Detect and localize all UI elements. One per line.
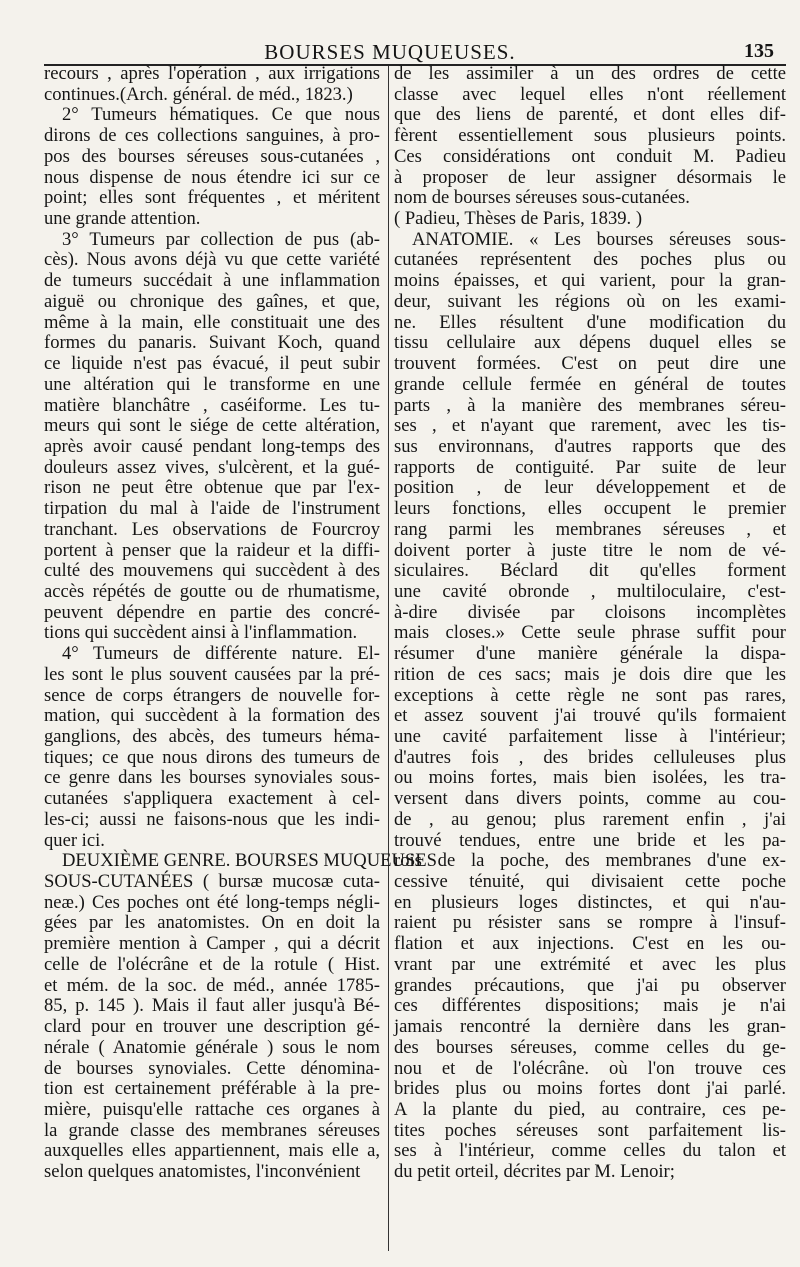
text-line: mière, puisqu'elle rattache ces organes à <box>44 1098 380 1120</box>
text-line: parts , à la manière des membranes séreu- <box>394 394 786 416</box>
text-line: mation, qui succèdent à la formation des <box>44 705 380 727</box>
text-line: ou moins fortes, mais bien isolées, les tra- <box>394 767 786 789</box>
text-line: raient pu résister sans se rompre à l'insuf- <box>394 912 786 934</box>
text-line: douleurs assez vives, s'ulcèrent, et la gué- <box>44 456 380 478</box>
text-line: deur, suivant les régions où on les exami- <box>394 290 786 312</box>
text-line: gées par les anatomistes. On en doit la <box>44 912 380 934</box>
text-line: doivent porter à juste titre le nom de vé- <box>394 539 786 561</box>
text-line: de bourses synoviales. Cette dénomina- <box>44 1057 380 1079</box>
text-line: peuvent dépendre en partie des concré- <box>44 601 380 623</box>
text-line: nom de bourses séreuses sous-cutanées. <box>394 187 690 209</box>
text-line: résumer d'une manière générale la dispa- <box>394 643 786 665</box>
text-line: première mention à Camper , qui a décrit <box>44 933 380 955</box>
text-line: trouvent formées. C'est on peut dire une <box>394 353 786 375</box>
text-line: fèrent essentiellement sous plusieurs points. <box>394 125 786 147</box>
text-line: siculaires. Béclard dit qu'elles forment <box>394 560 786 582</box>
text-line: ANATOMIE. « Les bourses séreuses sous- <box>412 228 786 250</box>
text-line: une grande attention. <box>44 208 201 230</box>
text-line: Ces considérations ont conduit M. Padieu <box>394 145 786 167</box>
text-line: position , de leur développement et de <box>394 477 786 499</box>
text-line: une cavité obronde , multiloculaire, c'est- <box>394 580 786 602</box>
text-line: cès). Nous avons déjà vu que cette variété <box>44 249 380 271</box>
text-line: meurs qui sont le siége de cette altération, <box>44 415 380 437</box>
text-line: 85, p. 145 ). Mais il faut aller jusqu'à Bé- <box>44 995 380 1017</box>
text-line: cutanées représentent des poches plus ou <box>394 249 786 271</box>
text-line: sence de corps étrangers de nouvelle for- <box>44 684 380 706</box>
text-line: exceptions à cette règle ne sont pas rares, <box>394 684 786 706</box>
text-line: pos des bourses séreuses sous-cutanées , <box>44 145 380 167</box>
text-line: continues.(Arch. général. de méd., 1823.) <box>44 83 353 105</box>
running-title: BOURSES MUQUEUSES. <box>264 40 516 64</box>
text-line: des bourses séreuses, comme celles du ge- <box>394 1036 786 1058</box>
text-line: 4° Tumeurs de différente nature. El- <box>62 643 380 665</box>
text-line: une cavité parfaitement lisse à l'intérieur; <box>394 726 786 747</box>
text-line: DEUXIÈME GENRE. BOURSES MUQUEUSES <box>62 850 437 872</box>
text-line: une altération qui le transforme en une <box>44 373 380 395</box>
text-line: nous dispense de nous étendre ici sur ce <box>44 166 380 188</box>
text-line: neæ.) Ces poches ont été long-temps négli- <box>44 891 380 913</box>
text-line: 3° Tumeurs par collection de pus (ab- <box>62 228 380 250</box>
text-line: et mém. de la soc. de méd., année 1785- <box>44 974 380 996</box>
text-line: grandes précautions, que j'ai pu observer <box>394 974 786 996</box>
running-header <box>0 32 800 66</box>
text-line: les sont le plus souvent causées par la pré- <box>44 663 380 685</box>
text-line: que des liens de parenté, et dont elles dif- <box>394 104 786 126</box>
text-line: rois de la poche, des membranes d'une ex- <box>394 850 786 872</box>
column-divider <box>388 66 389 1251</box>
text-line: du petit orteil, décrites par M. Lenoir; <box>394 1161 675 1183</box>
text-line: moins épaisses, et qui varient, pour la gran- <box>394 270 786 292</box>
right-column <box>394 64 786 1183</box>
text-line: tiques; ce que nous dirons des tumeurs de <box>44 746 380 768</box>
text-line: rang parmi les membranes séreuses , et <box>394 518 786 540</box>
text-line: dirons de ces collections sanguines, à pro- <box>44 125 380 147</box>
text-line: recours , après l'opération , aux irrigations <box>44 63 380 84</box>
text-line: brides plus ou moins fortes dont j'ai parlé. <box>394 1078 786 1100</box>
text-line: accès répétés de goutte ou de rhumatisme, <box>44 580 380 602</box>
text-line: les-ci; aussi ne faisons-nous que les indi- <box>44 808 380 830</box>
text-line: SOUS-CUTANÉES ( bursæ mucosæ cuta- <box>44 871 380 893</box>
text-line: leurs fonctions, elles occupent le premier <box>394 498 786 520</box>
text-line: selon quelques anatomistes, l'inconvénient <box>44 1161 361 1183</box>
text-line: ces différentes dispositions; mais je n'ai <box>394 995 786 1017</box>
text-line: matière blanchâtre , caséiforme. Les tu- <box>44 394 380 416</box>
text-line: nou et de l'olécrâne. où l'on trouve ces <box>394 1057 786 1079</box>
text-line: 2° Tumeurs hématiques. Ce que nous <box>62 104 380 126</box>
text-line: et assez souvent j'ai trouvé qu'ils formaient <box>394 705 786 727</box>
text-line: tranchant. Les observations de Fourcroy <box>44 518 380 540</box>
text-line: tion est certainement préférable à la pre- <box>44 1078 380 1100</box>
text-line: la grande classe des membranes séreuses <box>44 1119 380 1141</box>
text-line: clard pour en trouver une description gé- <box>44 1016 380 1038</box>
text-line: ses à l'intérieur, comme celles du talon et <box>394 1140 786 1162</box>
text-line: portent à penser que la raideur et la diffi- <box>44 539 380 561</box>
text-line: ( Padieu, Thèses de Paris, 1839. ) <box>394 208 643 230</box>
left-column <box>44 63 437 1183</box>
text-line: tissu cellulaire aux dépens duquel elles se <box>394 332 786 354</box>
text-line: de , au genou; plus rarement enfin , j'ai <box>394 808 786 830</box>
text-line: versent dans divers points, comme au cou- <box>394 788 786 810</box>
page-number: 135 <box>744 40 774 62</box>
text-line: après avoir causé pendant long-temps des <box>44 435 380 457</box>
text-line: vrant par une extrémité et avec les plus <box>394 953 786 975</box>
text-line: ses , et n'ayant que rarement, avec les tis- <box>394 415 786 437</box>
text-line: ce liquide n'est pas évacué, il peut subir <box>44 353 380 375</box>
text-line: tites poches séreuses sont parfaitement lis- <box>394 1119 786 1141</box>
text-line: rition de ces sacs; mais je dois dire que les <box>394 663 786 685</box>
text-line: cessive ténuité, qui divisaient cette poche <box>394 871 786 893</box>
text-line: quer ici. <box>44 829 105 851</box>
text-line: jamais rencontré la dernière dans les gran- <box>394 1016 786 1038</box>
text-line: de tumeurs succédait à une inflammation <box>44 270 380 292</box>
text-line: trouvé tendues, entre une bride et les pa- <box>394 829 786 851</box>
text-line: aiguë ou chronique des gaînes, et que, <box>44 290 380 312</box>
text-line: ganglions, des abcès, des tumeurs héma- <box>44 726 380 747</box>
text-line: rapports de contiguité. Par suite de leur <box>394 456 786 478</box>
text-line: cutanées s'appliquera exactement à cel- <box>44 788 380 810</box>
text-line: mais closes.» Cette seule phrase suffit pour <box>394 622 786 644</box>
text-line: ce genre dans les bourses synoviales sous- <box>44 767 380 789</box>
text-line: rison ne peut être obtenue que par l'ex- <box>44 477 380 499</box>
text-line: tirpation du mal à l'aide de l'instrument <box>44 498 380 520</box>
text-line: sus environnans, d'autres rapports que des <box>394 435 786 457</box>
text-line: en plusieurs loges distinctes, et qui n'au- <box>394 891 786 913</box>
text-line: même à la main, elle constituait une des <box>44 311 380 333</box>
text-line: à proposer de leur assigner désormais le <box>394 166 786 188</box>
text-line: A la plante du pied, au contraire, ces pe- <box>394 1098 786 1120</box>
text-line: flation et aux injections. C'est en les ou- <box>394 933 786 955</box>
text-line: formes du panaris. Suivant Koch, quand <box>44 332 380 354</box>
text-line: auxquelles elles appartiennent, mais elle a, <box>44 1140 380 1162</box>
text-line: à-dire divisée par cloisons incomplètes <box>394 601 786 623</box>
text-line: culté des mouvemens qui succèdent à des <box>44 560 380 582</box>
text-line: classe avec lequel elles n'ont réellement <box>394 83 786 105</box>
text-line: ne. Elles résultent d'une modification du <box>394 311 786 333</box>
text-line: tions qui succèdent ainsi à l'inflammation. <box>44 622 358 644</box>
text-line: nérale ( Anatomie générale ) sous le nom <box>44 1036 380 1058</box>
text-line: point; elles sont fréquentes , et méritent <box>44 187 380 209</box>
text-line: celle de l'olécrâne et de la rotule ( Hist. <box>44 953 380 975</box>
text-line: d'autres fois , des brides celluleuses plus <box>394 746 786 768</box>
text-line: grande cellule fermée en général de toutes <box>394 373 786 395</box>
text-line: de les assimiler à un des ordres de cette <box>394 63 786 84</box>
